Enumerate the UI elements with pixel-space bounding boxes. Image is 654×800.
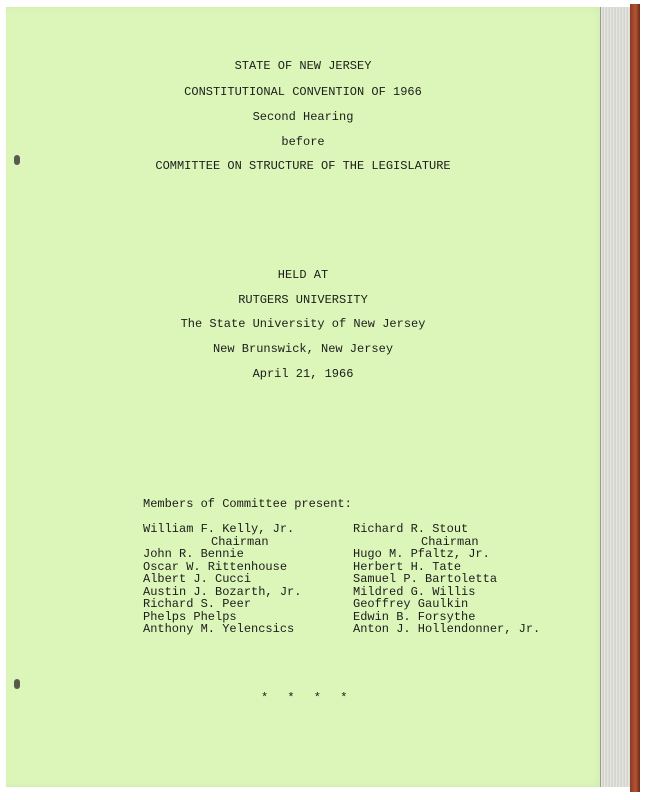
page-stack-edge [600, 7, 631, 787]
member-name: Richard S. Peer [143, 597, 252, 611]
header-convention: CONSTITUTIONAL CONVENTION OF 1966 [184, 85, 422, 99]
member-name: Hugo M. Pfaltz, Jr. [353, 547, 490, 561]
member-name: Oscar W. Rittenhouse [143, 559, 288, 574]
location-date: April 21, 1966 [252, 367, 354, 381]
section-stars: * * * * [261, 691, 354, 705]
member-name: Anton J. Hollendonner, Jr. [353, 622, 541, 636]
members-right-column [353, 523, 540, 636]
location-state-university: The State University of New Jersey [180, 317, 426, 331]
members-heading: Members of Committee present: [143, 497, 352, 511]
member-name: Phelps Phelps [143, 609, 237, 624]
member-name: John R. Bennie [143, 547, 244, 561]
member-name: William F. Kelly, Jr. [143, 522, 295, 536]
member-title: Chairman [211, 534, 269, 549]
location-held-at: HELD AT [277, 268, 329, 282]
header-state: STATE OF NEW JERSEY [234, 59, 372, 73]
member-name: Richard R. Stout [353, 522, 469, 536]
header-hearing: Second Hearing [252, 110, 354, 124]
document-page [6, 7, 606, 787]
members-left-column [143, 523, 301, 636]
member-name: Herbert H. Tate [353, 559, 462, 574]
member-name: Geoffrey Gaulkin [353, 597, 469, 611]
header-committee: COMMITTEE ON STRUCTURE OF THE LEGISLATURE [155, 159, 451, 173]
member-name: Albert J. Cucci [143, 572, 252, 586]
member-name: Anthony M. Yelencsics [143, 622, 295, 636]
location-university: RUTGERS UNIVERSITY [238, 293, 368, 307]
member-name: Mildred G. Willis [353, 584, 476, 599]
header-before: before [281, 135, 325, 149]
member-name: Samuel P. Bartoletta [353, 572, 498, 586]
book-cover-edge [630, 4, 640, 792]
member-name: Austin J. Bozarth, Jr. [143, 584, 302, 599]
location-city: New Brunswick, New Jersey [212, 342, 394, 356]
member-name: Edwin B. Forsythe [353, 609, 476, 624]
member-title: Chairman [421, 534, 479, 549]
binder-hole [14, 679, 20, 689]
